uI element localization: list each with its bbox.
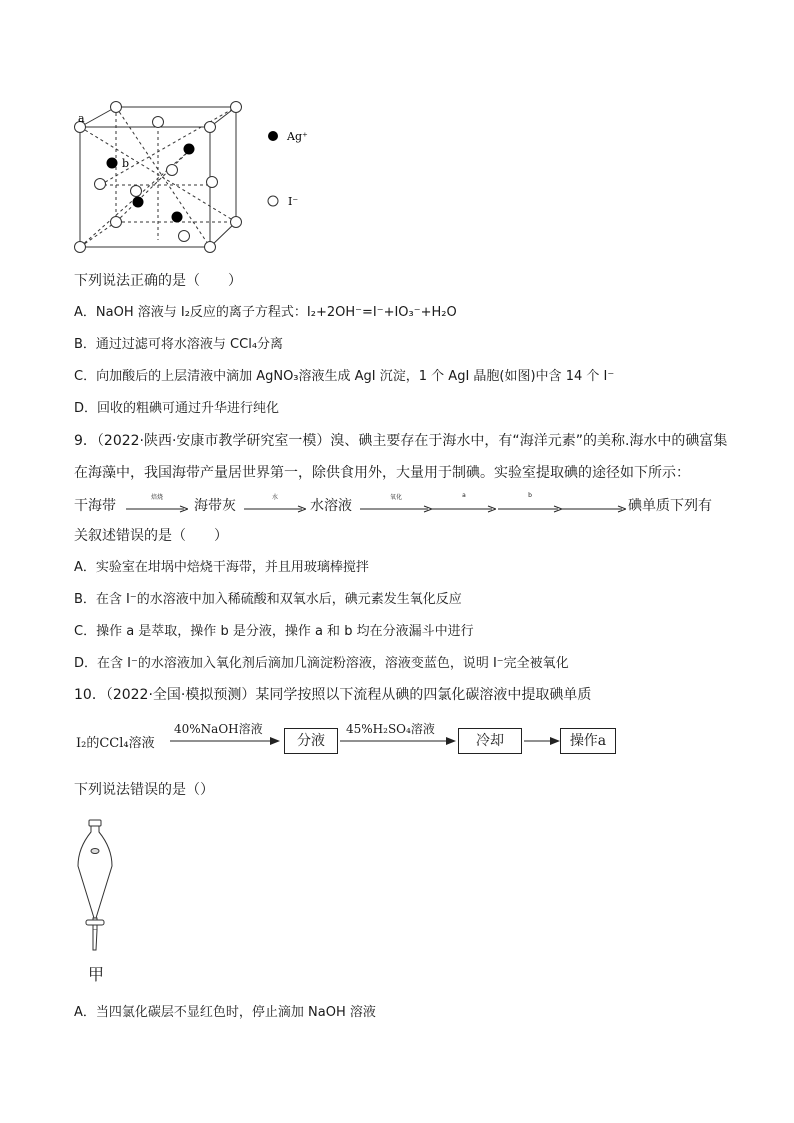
flow-arrow-1 [170,736,280,746]
flow-box-cooling: 冷却 [458,728,522,754]
iodide-ion [231,102,242,113]
q9-line-1: 9．（2022·陕西·安康市教学研究室一模）溴、碘主要存在于海水中，有“海洋元素”的美称.海水中的碘富集 [74,433,728,449]
chain-arrow-2 [244,494,306,512]
iodide-ion [205,122,216,133]
legend-iodide-marker [268,196,278,206]
iodide-ion [179,231,190,242]
flow-arrow-2 [340,736,456,746]
q10-line-1: 10．（2022·全国·模拟预测）某同学按照以下流程从碘的四氯化碳溶液中提取碘单质 [74,687,592,703]
chain-node-kelp-ash: 海带灰 [194,498,236,514]
flow-reagent-1: 40%NaOH溶液 [174,722,263,736]
iodide-ion [167,165,178,176]
q8-option-c: C．向加酸后的上层清液中滴加 AgNO₃溶液生成 AgI 沉淀，1 个 AgI 晶胞(如图)中含 14 个 I⁻ [74,369,615,384]
chain-node-iodine: 碘单质下列有 [628,498,712,514]
flow-box-operation-a: 操作a [560,728,616,754]
flow-arrow-3 [524,736,560,746]
q9-line-3: 关叙述错误的是（ ） [74,528,228,544]
q9-option-a: A．实验室在坩埚中焙烧干海带，并且用玻璃棒搅拌 [74,560,369,575]
silver-ion [133,197,144,208]
chain-node-dry-kelp: 干海带 [74,498,116,514]
silver-ion [172,212,183,223]
chain-node-aqueous-solution: 水溶液 [310,498,352,514]
legend-iodide-label: I⁻ [288,195,299,208]
q10-stem: 下列说法错误的是（） [74,782,214,798]
chain-arrow-4 [432,492,496,512]
q9-option-c: C．操作 a 是萃取，操作 b 是分液，操作 a 和 b 均在分液漏斗中进行 [74,624,474,639]
silver-ion [184,144,195,155]
q9-option-d: D．在含 I⁻的水溶液加入氧化剂后滴加几滴淀粉溶液，溶液变蓝色，说明 I⁻完全被氧化 [74,656,569,671]
q10-option-a: A．当四氯化碳层不显红色时，停止滴加 NaOH 溶液 [74,1005,376,1020]
q8-option-b: B．通过过滤可将水溶液与 CCl₄分离 [74,337,284,352]
legend-silver-marker [268,131,278,141]
silver-ion [107,158,118,169]
iodide-ion [111,102,122,113]
q8-option-a: A．NaOH 溶液与 I₂反应的离子方程式：I₂+2OH⁻=I⁻+IO₃⁻+H₂O [74,305,457,320]
chain-arrow-6 [562,502,626,512]
separatory-funnel-figure [72,818,122,958]
iodide-ion [131,186,142,197]
chain-arrow-2-label: 水 [271,494,278,501]
q8-stem: 下列说法正确的是（ ） [74,273,242,289]
chain-arrow-5-label: b [528,492,532,499]
flow-start: I₂的CCl₄溶液 [76,736,155,751]
iodide-ion [207,177,218,188]
legend-silver-label: Ag⁺ [287,130,308,143]
q9-line-2: 在海藻中，我国海带产量居世界第一，除供食用外，大量用于制碘。实验室提取碘的途径如下所示： [74,465,690,481]
flow-box-liquid-separation: 分液 [284,728,338,754]
chain-arrow-1 [126,494,188,512]
q10-flow-diagram [74,720,634,760]
agi-unit-cell-figure [70,100,320,260]
label-a: a [78,112,85,125]
iodide-ion [231,217,242,228]
flow-reagent-2: 45%H₂SO₄溶液 [346,722,435,736]
iodide-ion [205,242,216,253]
label-b: b [122,157,130,170]
chain-arrow-3 [360,494,432,512]
chain-arrow-3-label: 氧化 [389,494,402,501]
q9-option-b: B．在含 I⁻的水溶液中加入稀硫酸和双氧水后，碘元素发生氧化反应 [74,592,462,607]
q8-option-d: D．回收的粗碘可通过升华进行纯化 [74,401,280,416]
iodide-ion [95,179,106,190]
chain-arrow-4-label: a [462,492,466,499]
iodide-ion [75,242,86,253]
chain-arrow-5 [498,492,562,512]
iodide-ion [111,217,122,228]
apparatus-label: 甲 [88,965,105,984]
iodine-extraction-chain [74,492,724,517]
iodide-ion [153,117,164,128]
chain-arrow-1-label: 焙烧 [150,494,163,501]
